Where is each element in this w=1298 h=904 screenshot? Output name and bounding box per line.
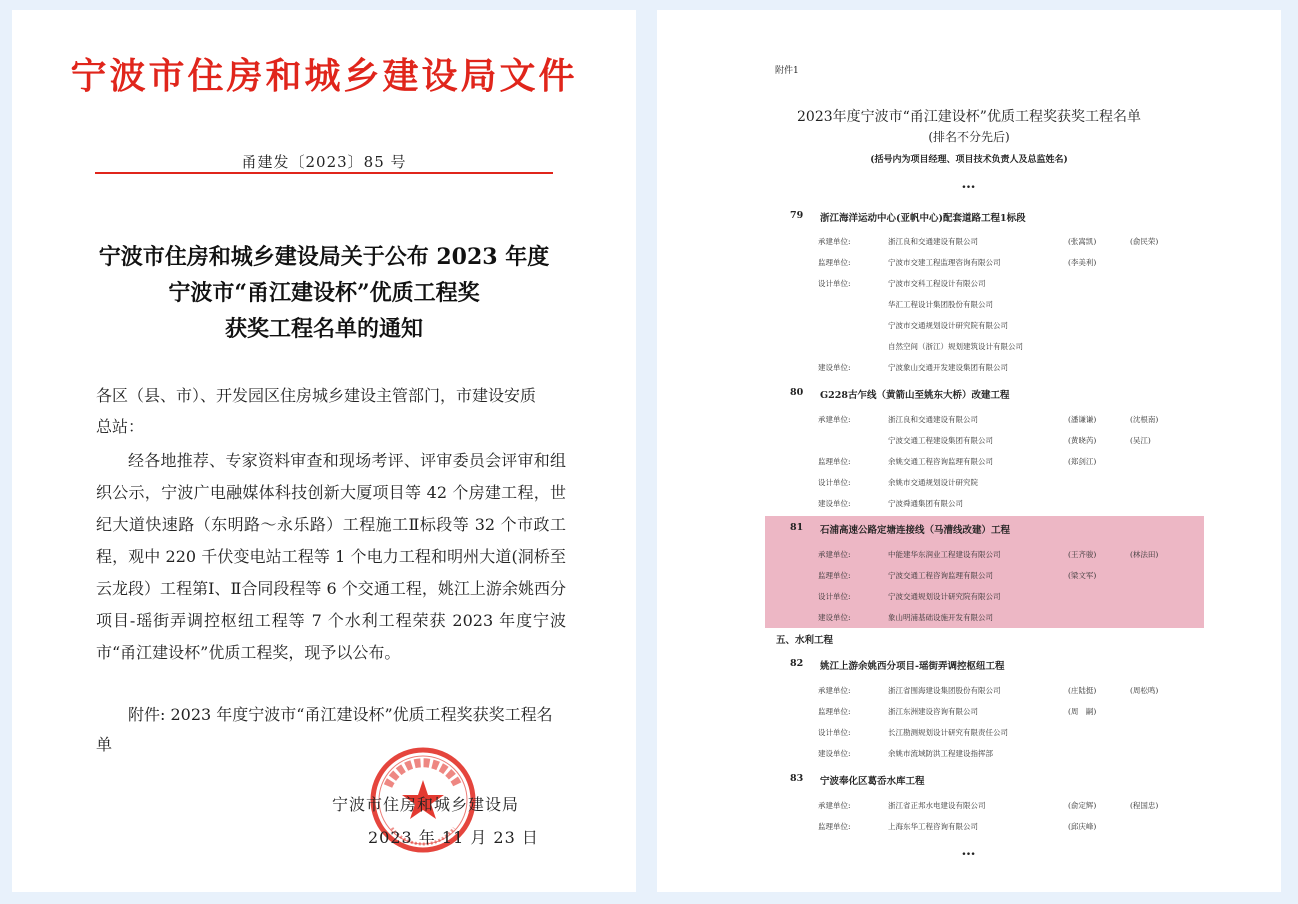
role: 设计单位: <box>818 478 851 487</box>
company: 宁波象山交通开发建设集团有限公司 <box>888 363 1008 372</box>
person: (周 嗣) <box>1068 707 1097 716</box>
project-number: 80 <box>790 387 804 398</box>
role: 建设单位: <box>818 499 851 508</box>
person: (郑剑江) <box>1068 457 1097 466</box>
person: (潘谦谦) <box>1068 415 1097 424</box>
person: (梁文军) <box>1068 571 1097 580</box>
notice-title-line-2: 宁波市“甬江建设杯”优质工程奖 <box>168 280 480 306</box>
company: 宁波市交建工程监理咨询有限公司 <box>888 258 1001 267</box>
project-number: 81 <box>790 522 804 533</box>
role: 设计单位: <box>818 592 851 601</box>
role: 建设单位: <box>818 363 851 372</box>
person: (程国忠) <box>1130 801 1159 810</box>
company: 宁波交通工程咨询监理有限公司 <box>888 571 993 580</box>
addressee <box>96 380 566 442</box>
person: (王齐骏) <box>1068 550 1097 559</box>
issue-date: 2023 年 11 月 23 日 <box>368 828 539 847</box>
company: 浙江良和交通建设有限公司 <box>888 415 978 424</box>
list-note: (括号内为项目经理、项目技术负责人及总监姓名) <box>870 155 1068 165</box>
company: 浙江良和交通建设有限公司 <box>888 237 978 246</box>
person: (邱庆峰) <box>1068 822 1097 831</box>
person: (庄陆挺) <box>1068 686 1097 695</box>
project-number: 79 <box>790 210 804 221</box>
company: 长江勘测规划设计研究有限责任公司 <box>888 728 1008 737</box>
section-heading-water: 五、水利工程 <box>776 635 834 646</box>
ellipsis-top: … <box>961 176 977 192</box>
notice-title-line-1: 宁波市住房和城乡建设局关于公布 2023 年度 <box>98 244 550 270</box>
person: (李美利) <box>1068 258 1097 267</box>
document-number: 甬建发〔2023〕85 号 <box>241 153 407 171</box>
role: 设计单位: <box>818 279 851 288</box>
company: 中能建华东润业工程建设有限公司 <box>888 550 1001 559</box>
attachment-note: 附件: 2023 年度宁波市“甬江建设杯”优质工程奖获奖工程名单 <box>96 705 553 754</box>
notice-body: 经各地推荐、专家资料审查和现场考评、评审委员会评审和组织公示，宁波广电融媒体科技创新大厦项目等 42 个房建工程，世纪大道快速路（东明路～永乐路）工程施工Ⅱ标段等 32 个市政工程，观中 220 千伏变电站工程等 1 个电力工程和明州大道(洞桥至云龙段）工程第Ⅰ、Ⅱ合同段程等 6 个交通工程，姚江上游余姚西分项目-瑶街弄调控枢纽工程等 7 个水利工程荣获 2023 年度宁波市“甬江建设杯”优质工程奖，现予以公布。 <box>96 451 566 662</box>
role: 设计单位: <box>818 728 851 737</box>
company: 宁波交通工程建设集团有限公司 <box>888 436 993 445</box>
company: 宁波舜通集团有限公司 <box>888 499 963 508</box>
role: 监理单位: <box>818 457 851 466</box>
list-title: 2023年度宁波市“甬江建设杯”优质工程奖获奖工程名单 <box>797 109 1141 125</box>
role: 监理单位: <box>818 258 851 267</box>
role: 监理单位: <box>818 822 851 831</box>
company: 象山明浦基础设施开发有限公司 <box>888 613 993 622</box>
company: 上海东华工程咨询有限公司 <box>888 822 978 831</box>
issuing-authority: 宁波市住房和城乡建设局 <box>332 795 520 814</box>
ellipsis-bottom: … <box>961 843 977 859</box>
company: 宁波交通规划设计研究院有限公司 <box>888 592 1001 601</box>
company: 浙江东洲建设咨询有限公司 <box>888 707 978 716</box>
company: 宁波市交通规划设计研究院有限公司 <box>888 321 1008 330</box>
person: (俞定辉) <box>1068 801 1097 810</box>
person: (张嵩凯) <box>1068 237 1097 246</box>
role: 承建单位: <box>818 237 851 246</box>
project-name: 浙江海洋运动中心(亚帆中心)配套道路工程1标段 <box>820 213 1026 224</box>
project-name: 宁波奉化区葛岙水库工程 <box>820 776 925 787</box>
person: (沈根南) <box>1130 415 1159 424</box>
company: 余姚市流域防洪工程建设指挥部 <box>888 749 993 758</box>
role: 监理单位: <box>818 707 851 716</box>
appendix-label: 附件1 <box>775 66 799 76</box>
project-name: 石浦高速公路定塘连接线（马漕线改建）工程 <box>820 525 1011 536</box>
company: 浙江省正邦水电建设有限公司 <box>888 801 986 810</box>
person: (林法田) <box>1130 550 1159 559</box>
role: 监理单位: <box>818 571 851 580</box>
company: 余姚交通工程咨询监理有限公司 <box>888 457 993 466</box>
person: (俞民荣) <box>1130 237 1159 246</box>
project-name: G228古乍线（黄箭山至姚东大桥）改建工程 <box>820 390 1010 401</box>
person: (周松鸣) <box>1130 686 1159 695</box>
project-number: 83 <box>790 773 804 784</box>
person: (吴江) <box>1130 436 1151 445</box>
role: 承建单位: <box>818 686 851 695</box>
company: 华汇工程设计集团股份有限公司 <box>888 300 993 309</box>
addressee-line-2: 总站： <box>96 417 145 436</box>
notice-title-line-3: 获奖工程名单的通知 <box>224 316 423 342</box>
company: 浙江省围海建设集团股份有限公司 <box>888 686 1001 695</box>
document-header: 宁波市住房和城乡建设局文件 <box>70 55 578 97</box>
project-number: 82 <box>790 658 804 669</box>
role: 建设单位: <box>818 749 851 758</box>
company: 自然空间（浙江）规划建筑设计有限公司 <box>888 342 1023 351</box>
company: 余姚市交通规划设计研究院 <box>888 478 978 487</box>
award-list-page <box>657 10 1281 892</box>
list-subtitle: (排名不分先后) <box>928 130 1010 144</box>
company: 宁波市交科工程设计有限公司 <box>888 279 986 288</box>
red-divider <box>95 172 553 174</box>
role: 承建单位: <box>818 415 851 424</box>
project-name: 姚江上游余姚西分项目-瑶街弄调控枢纽工程 <box>820 661 1005 672</box>
role: 承建单位: <box>818 550 851 559</box>
addressee-line-1: 各区（县、市）、开发园区住房城乡建设主管部门，市建设安质 <box>96 386 537 405</box>
notice-page <box>12 10 636 892</box>
person: (黄晓芮) <box>1068 436 1097 445</box>
role: 建设单位: <box>818 613 851 622</box>
role: 承建单位: <box>818 801 851 810</box>
